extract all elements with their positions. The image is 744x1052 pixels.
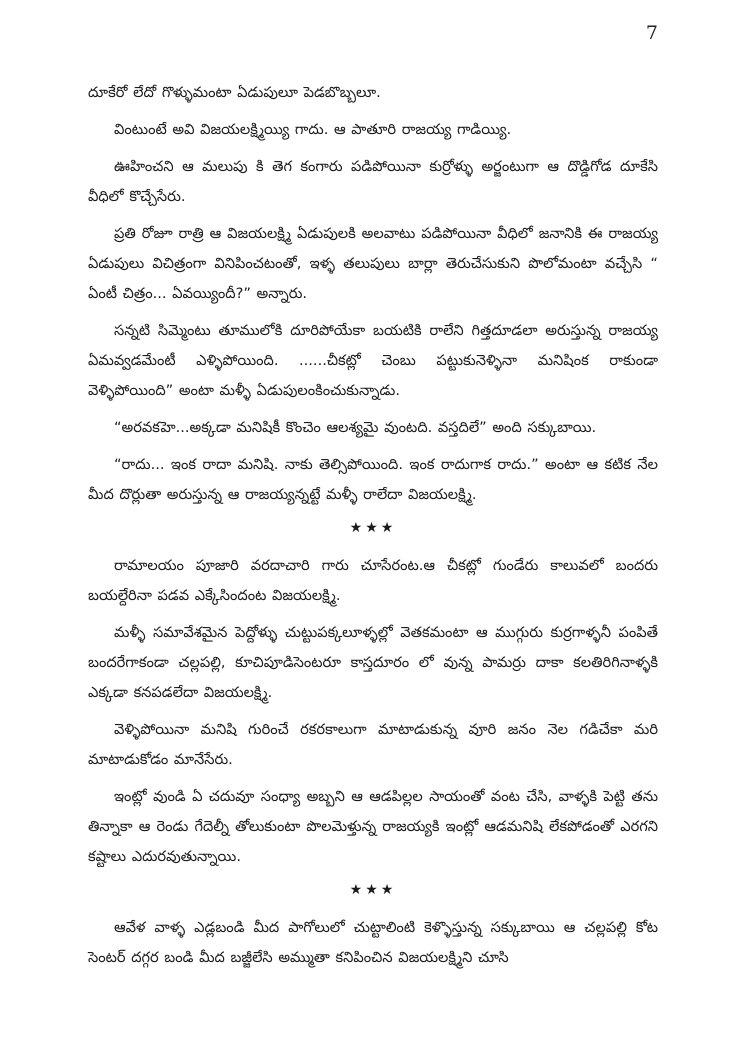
body-text <box>88 78 658 980</box>
paragraph: వింటుంటే అవి విజయలక్ష్మియ్యి గాదు. ఆ పాతూరి రాజయ్య గాడియ్యి. <box>114 121 512 138</box>
page-number: 7 <box>645 22 658 44</box>
section-divider: ★★★ <box>349 882 397 898</box>
paragraph: “అరవకహె...అక్కడా మనిషికీ కొంచెం ఆలశ్యమై వుంటది. వస్తదిలే” అంది సక్కుబాయి. <box>114 419 597 436</box>
paragraph: “రాదు... ఇంక రాదా మనిషి. నాకు తెల్సిపోయింది. ఇంక రాదుగాక రాదు.” అంటా ఆ కటిక నేల మీద దొర్లుతా అరుస్తున్న ఆ రాజయ్యన్నట్టే మళ్ళీ రాలేదా విజయలక్ష్మి. <box>88 456 658 503</box>
section-divider: ★★★ <box>349 520 397 536</box>
paragraph: ప్రతి రోజూ రాత్రి ఆ విజయలక్ష్మి ఏడుపులకి అలవాటు పడిపోయినా వీధిలో జనానికి ఈ రాజయ్య ఏడుపులు విచిత్రంగా వినిపించటంతో, ఇళ్ళ తలుపులు బార్లా తెరుచేసుకుని పొలోమంటా వచ్చేసి “ ఏంటీ చిత్రం... ఏవయ్యిందీ?” అన్నారు. <box>88 225 658 302</box>
paragraph: రామాలయం పూజారి వరదాచారి గారు చూసేరంట.ఆ చీకట్లో గుండేరు కాలువలో బందరు బయల్దేరినా పడవ ఎక్కేసిందంట విజయలక్ష్మి. <box>88 557 658 604</box>
story-section-3 <box>88 913 658 973</box>
paragraph: ఇంట్లో వుండి ఏ చదువూ సంధ్యా అబ్బని ఆ ఆడపిల్లల సాయంతో వంట చేసి, వాళ్ళకి పెట్టి తను తిన్నాకా ఆ రెండు గేదెల్నీ తోలుకుంటా పొలమెళ్తున్న రాజయ్యకి ఇంట్లో ఆడమనిషి లేకపోడంతో ఎరగని కష్టాలు ఎదురవుతున్నాయి. <box>88 788 658 865</box>
paragraph: మళ్ళీ సమావేశమైన పెద్దోళ్ళు చుట్టుపక్కలూళ్ళల్లో వెతకమంటా ఆ ముగ్గురు కుర్రగాళ్ళనీ పంపితే బందరేగాకండా చల్లపల్లి, కూచిపూడిసెంటరూ కాస్తదూరం లో వున్న పామర్రు దాకా కలతిరిగినాళ్ళకి ఎక్కడా కనపడలేదా విజయలక్ష్మి. <box>88 624 658 701</box>
paragraph: ఊహించని ఆ మలుపు కి తెగ కంగారు పడిపోయినా కుర్రోళ్ళు అర్జంటుగా ఆ దొడ్డిగోడ దూకేసి వీధిలో కొచ్చేసేరు. <box>88 158 658 205</box>
paragraph: దూకేరో లేదో గొళ్ళుమంటా ఏడుపులూ పెడబొబ్బలూ. <box>88 84 381 101</box>
paragraph: సన్నటి సిమ్మెంటు తూములోకి దూరిపోయేకా బయటికి రాలేని గిత్తదూడలా అరుస్తున్న రాజయ్య ఏమవ్వడమేంటీ ఎళ్ళిపోయింది. ......చీకట్లో చెంబు పట్టుకునెళ్ళినా మనిషింక రాకుండా వెళ్ళిపోయింది” అంటా మళ్ళీ ఏడుపులంకించుకున్నాడు. <box>88 322 658 399</box>
paragraph: ఆవేళ వాళ్ళ ఎడ్లబండి మీద పాగోలులో చుట్టాలింటి కెళ్ళొస్తున్న సక్కుబాయి ఆ చల్లపల్లి కోట సెంటర్ దగ్గర బండి మీద బజ్జీలేసి అమ్ముతా కనిపించిన విజయలక్ష్మిని చూసి <box>88 919 658 966</box>
paragraph: వెళ్ళిపోయినా మనిషి గురించే రకరకాలుగా మాటాడుకున్న వూరి జనం నెల గడిచేకా మరి మాటాడుకోడం మానేసేరు. <box>88 721 658 768</box>
story-section-1 <box>88 78 658 510</box>
story-section-2 <box>88 551 658 872</box>
